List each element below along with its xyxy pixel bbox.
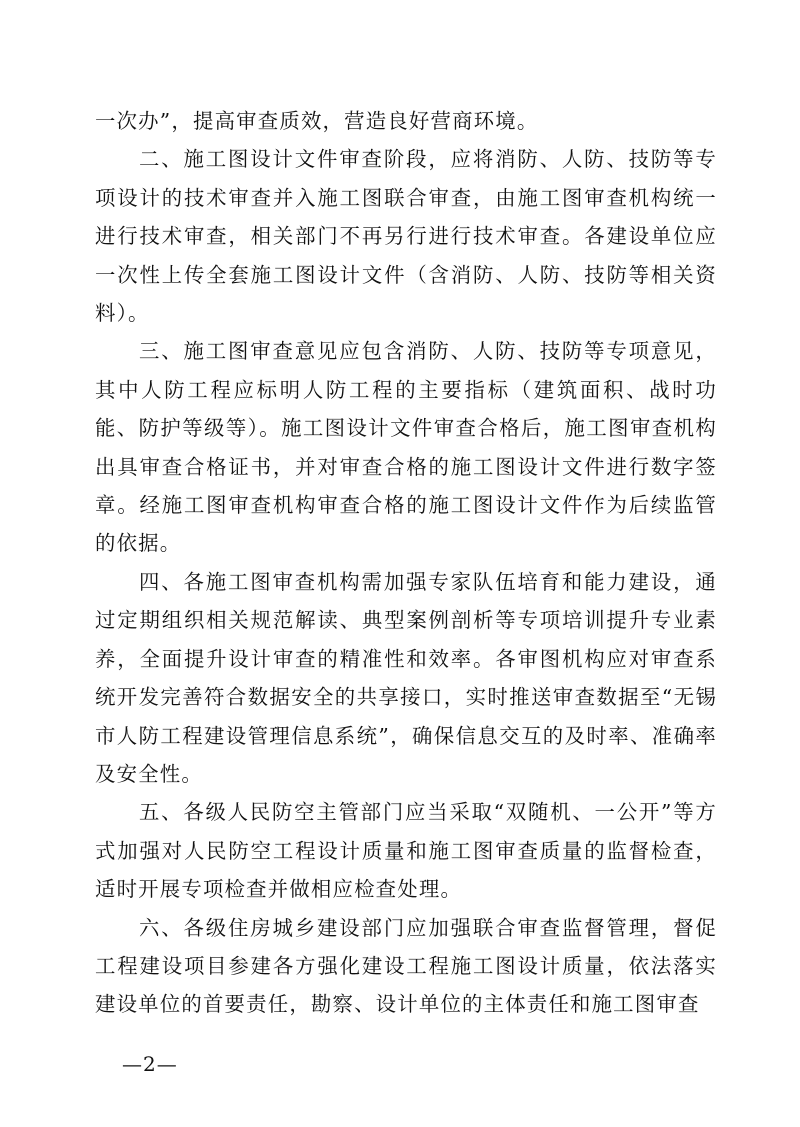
document-body [95, 102, 717, 1024]
paragraph-section-4: 四、各施工图审查机构需加强专家队伍培育和能力建设，通过定期组织相关规范解读、典型案例剖析等专项培训提升专业素养，全面提升设计审查的精准性和效率。各审图机构应对审查系统开发完善符合数据安全的共享接口，实时推送审查数据至“无锡市人防工程建设管理信息系统”，确保信息交互的及时率、准确率及安全性。 [95, 569, 717, 786]
paragraph-section-6: 六、各级住房城乡建设部门应加强联合审查监督管理，督促工程建设项目参建各方强化建设工程施工图设计质量，依法落实建设单位的首要责任，勘察、设计单位的主体责任和施工图审查 [95, 915, 717, 1017]
page-number: —2— [122, 1052, 178, 1076]
paragraph-section-3: 三、施工图审查意见应包含消防、人防、技防等专项意见，其中人防工程应标明人防工程的主要指标（建筑面积、战时功能、防护等级等）。施工图设计文件审查合格后，施工图审查机构出具审查合格证书，并对审查合格的施工图设计文件进行数字签章。经施工图审查机构审查合格的施工图设计文件作为后续监管的依据。 [95, 339, 717, 556]
paragraph-section-5: 五、各级人民防空主管部门应当采取“双随机、一公开”等方式加强对人民防空工程设计质量和施工图审查质量的监督检查，适时开展专项检查并做相应检查处理。 [95, 800, 717, 902]
paragraph-section-2: 二、施工图设计文件审查阶段，应将消防、人防、技防等专项设计的技术审查并入施工图联合审查，由施工图审查机构统一进行技术审查，相关部门不再另行进行技术审查。各建设单位应一次性上传全套施工图设计文件（含消防、人防、技防等相关资料）。 [95, 147, 717, 326]
paragraph-continuation: 一次办”，提高审查质效，营造良好营商环境。 [95, 109, 539, 133]
